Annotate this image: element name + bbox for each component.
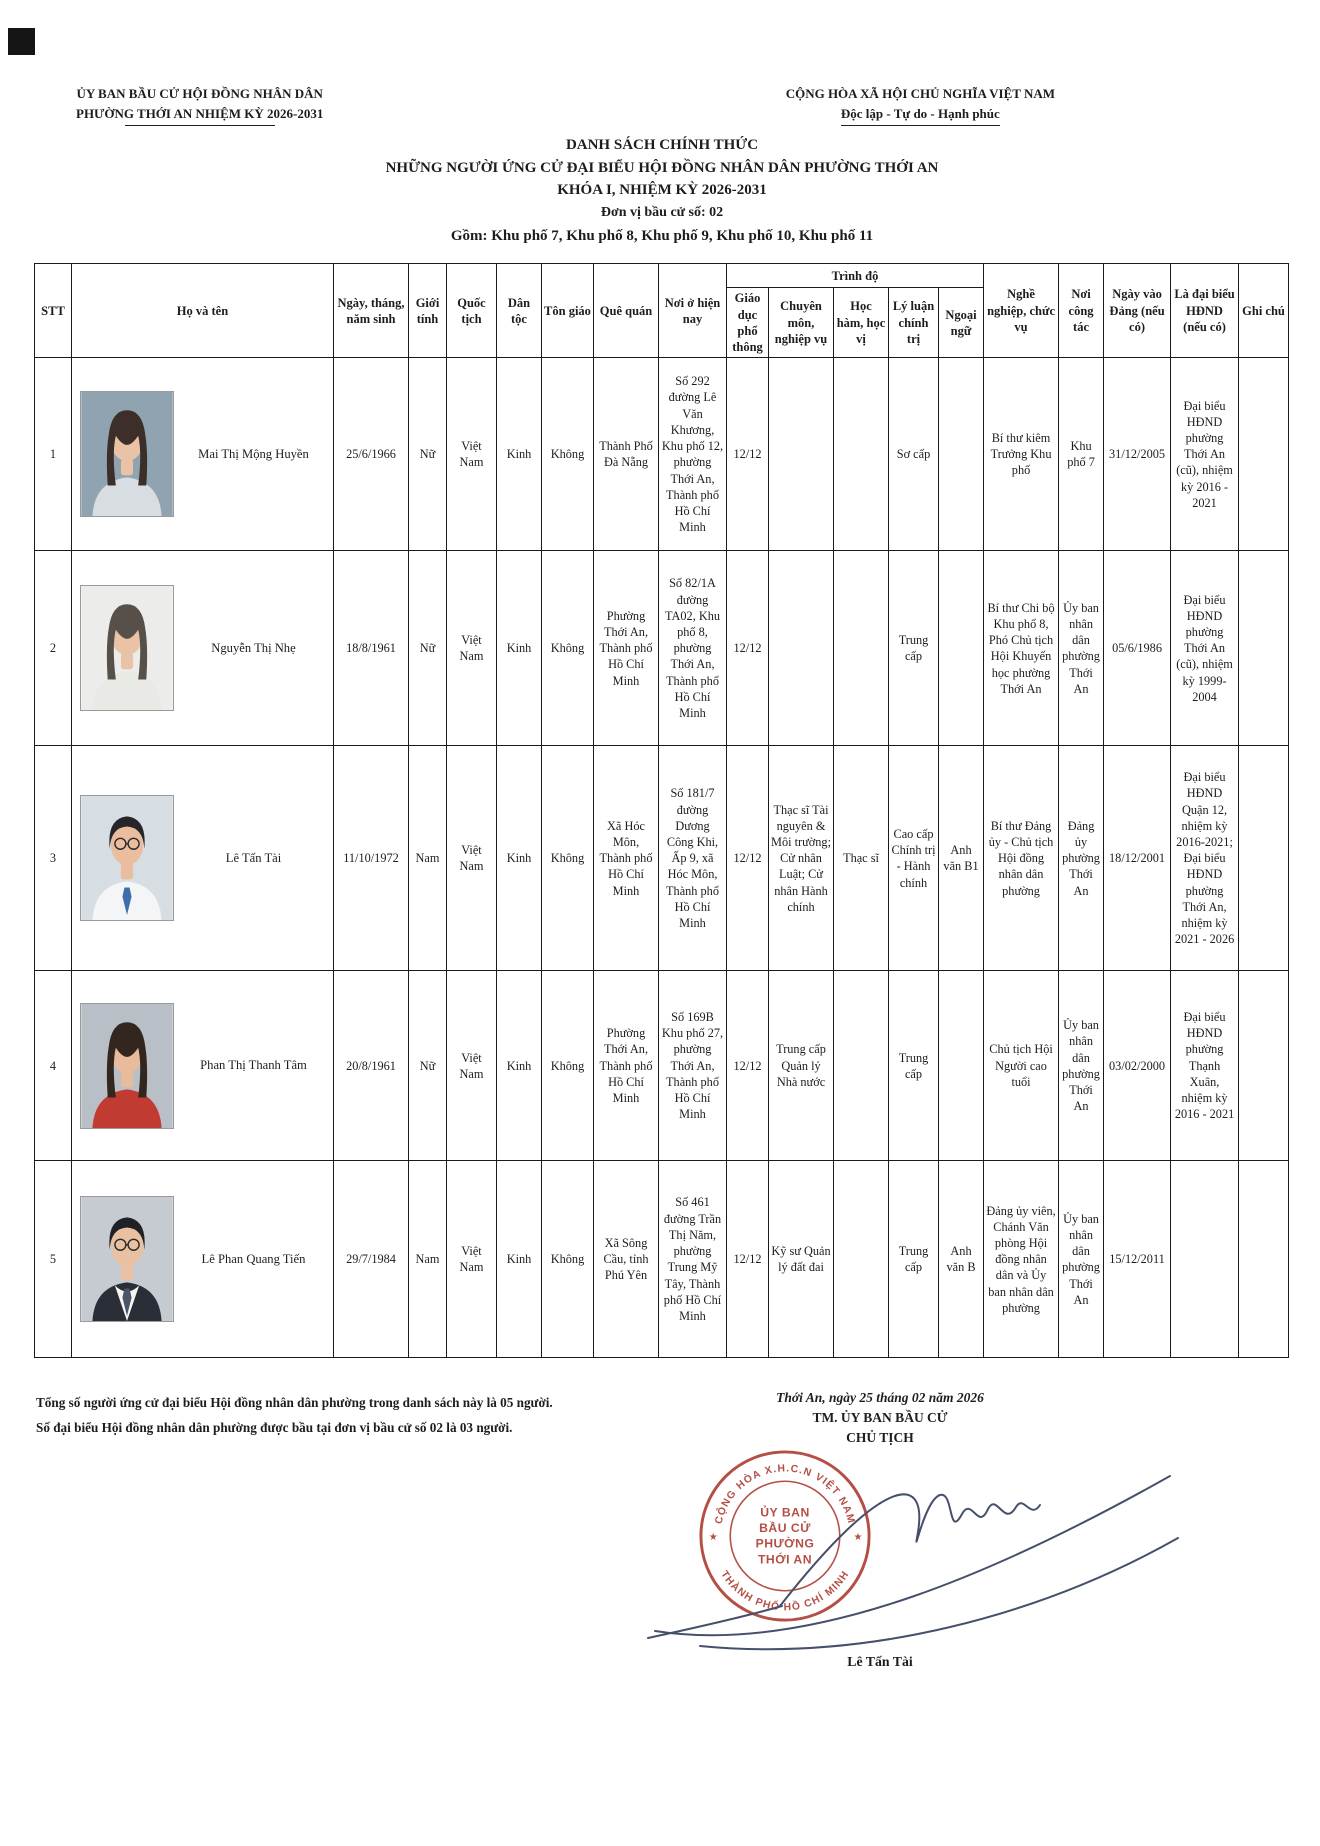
- footer-notes: [34, 1390, 645, 1670]
- national-line1: CỘNG HÒA XÃ HỘI CHỦ NGHĨA VIỆT NAM: [785, 86, 1055, 101]
- cell-council: Đại biểu HĐND phường Thới An (cũ), nhiệm kỳ 2016 - 2021: [1171, 358, 1239, 551]
- candidate-row: [35, 746, 1289, 971]
- header-education: Giáo dục phổ thông: [727, 288, 769, 358]
- signature-scribble: [630, 1448, 1190, 1660]
- cell-party-date: 31/12/2005: [1104, 358, 1171, 551]
- cell-religion: Không: [542, 358, 594, 551]
- cell-party-date: 05/6/1986: [1104, 551, 1171, 746]
- cell-dob: 18/8/1961: [334, 551, 409, 746]
- cell-education: 12/12: [727, 358, 769, 551]
- cell-education: 12/12: [727, 551, 769, 746]
- cell-hometown: Xã Hóc Môn, Thành phố Hồ Chí Minh: [594, 746, 659, 971]
- cell-nationality: Việt Nam: [447, 551, 497, 746]
- header-council: Là đại biểu HĐND (nếu có): [1171, 264, 1239, 358]
- stamp-center-line4: THỚI AN: [757, 1552, 813, 1567]
- header-party-date: Ngày vào Đảng (nếu có): [1104, 264, 1171, 358]
- cell-residence: Số 181/7 đường Dương Công Khi, Ấp 9, xã Hóc Môn, Thành phố Hồ Chí Minh: [659, 746, 727, 971]
- cell-note: [1239, 746, 1289, 971]
- cell-council: Đại biểu HĐND Quận 12, nhiệm kỳ 2016-2021; Đại biểu HĐND phường Thới An, nhiệm kỳ 2021 - 2026: [1171, 746, 1239, 971]
- cell-party-date: 15/12/2011: [1104, 1161, 1171, 1358]
- cell-education: 12/12: [727, 1161, 769, 1358]
- signature-area: [645, 1448, 1115, 1660]
- cell-council: [1171, 1161, 1239, 1358]
- cell-party-date: 18/12/2001: [1104, 746, 1171, 971]
- cell-occupation: Chủ tịch Hội Người cao tuổi: [984, 971, 1059, 1161]
- cell-gender: Nữ: [409, 551, 447, 746]
- cell-workplace: Đảng ủy phường Thới An: [1059, 746, 1104, 971]
- cell-specialization: [769, 551, 834, 746]
- header-residence: Nơi ở hiện nay: [659, 264, 727, 358]
- cell-ethnicity: Kinh: [497, 358, 542, 551]
- candidate-row: [35, 1161, 1289, 1358]
- stamp-center-line3: PHƯỜNG: [755, 1537, 815, 1552]
- candidate-photo: [80, 795, 174, 921]
- header-dob: Ngày, tháng, năm sinh: [334, 264, 409, 358]
- cell-workplace: Ủy ban nhân dân phường Thới An: [1059, 1161, 1104, 1358]
- cell-name: [72, 971, 334, 1161]
- cell-nationality: Việt Nam: [447, 746, 497, 971]
- header-ethnicity: Dân tộc: [497, 264, 542, 358]
- cell-degree: [834, 551, 889, 746]
- cell-hometown: Thành Phố Đà Nẵng: [594, 358, 659, 551]
- cell-stt: 3: [35, 746, 72, 971]
- cell-specialization: [769, 358, 834, 551]
- cell-residence: Số 169B Khu phố 27, phường Thới An, Thành phố Hồ Chí Minh: [659, 971, 727, 1161]
- cell-gender: Nam: [409, 1161, 447, 1358]
- cell-political-theory: Trung cấp: [889, 971, 939, 1161]
- cell-workplace: Ủy ban nhân dân phường Thới An: [1059, 971, 1104, 1161]
- cell-stt: 1: [35, 358, 72, 551]
- header-language: Ngoại ngữ: [939, 288, 984, 358]
- cell-residence: Số 292 đường Lê Văn Khương, Khu phố 12, phường Thới An, Thành phố Hồ Chí Minh: [659, 358, 727, 551]
- cell-degree: Thạc sĩ: [834, 746, 889, 971]
- cell-hometown: Phường Thới An, Thành phố Hồ Chí Minh: [594, 551, 659, 746]
- cell-name: [72, 551, 334, 746]
- cell-religion: Không: [542, 1161, 594, 1358]
- place-date: Thới An, ngày 25 tháng 02 năm 2026: [776, 1390, 984, 1406]
- candidate-photo: [80, 1003, 174, 1129]
- cell-political-theory: Sơ cấp: [889, 358, 939, 551]
- document-footer: [34, 1390, 1290, 1670]
- cell-note: [1239, 1161, 1289, 1358]
- header-nationality: Quốc tịch: [447, 264, 497, 358]
- cell-occupation: Đảng ủy viên, Chánh Văn phòng Hội đồng nhân dân và Ủy ban nhân dân phường: [984, 1161, 1059, 1358]
- cell-dob: 25/6/1966: [334, 358, 409, 551]
- cell-hometown: Xã Sông Cầu, tỉnh Phú Yên: [594, 1161, 659, 1358]
- cell-degree: [834, 1161, 889, 1358]
- cell-council: Đại biểu HĐND phường Thới An (cũ), nhiệm kỳ 1999-2004: [1171, 551, 1239, 746]
- cell-name: [72, 746, 334, 971]
- candidate-table: [34, 263, 1289, 1358]
- cell-dob: 11/10/1972: [334, 746, 409, 971]
- cell-nationality: Việt Nam: [447, 971, 497, 1161]
- cell-political-theory: Cao cấp Chính trị - Hành chính: [889, 746, 939, 971]
- scan-corner-mark: [8, 28, 35, 55]
- header-note: Ghi chú: [1239, 264, 1289, 358]
- header-stt: STT: [35, 264, 72, 358]
- cell-nationality: Việt Nam: [447, 358, 497, 551]
- candidate-row: [35, 358, 1289, 551]
- cell-language: [939, 551, 984, 746]
- candidate-name: Lê Tấn Tài: [225, 850, 282, 865]
- cell-gender: Nữ: [409, 358, 447, 551]
- cell-ethnicity: Kinh: [497, 1161, 542, 1358]
- header-political-theory: Lý luận chính trị: [889, 288, 939, 358]
- cell-stt: 4: [35, 971, 72, 1161]
- cell-dob: 29/7/1984: [334, 1161, 409, 1358]
- cell-gender: Nữ: [409, 971, 447, 1161]
- stamp-star-left: ★: [708, 1532, 718, 1544]
- candidate-photo: [80, 1196, 174, 1322]
- candidate-name: Phan Thị Thanh Tâm: [200, 1058, 307, 1073]
- cell-religion: Không: [542, 551, 594, 746]
- total-candidates-line: Tổng số người ứng cử đại biểu Hội đồng nhân dân phường trong danh sách này là 05 người.: [36, 1395, 553, 1411]
- header-name: Họ và tên: [72, 264, 334, 358]
- cell-political-theory: Trung cấp: [889, 1161, 939, 1358]
- stamp-star-right: ★: [853, 1532, 863, 1544]
- stamp-center-line2: BẦU CỬ: [759, 1521, 811, 1536]
- cell-degree: [834, 971, 889, 1161]
- cell-note: [1239, 358, 1289, 551]
- cell-education: 12/12: [727, 746, 769, 971]
- cell-residence: Số 82/1A đường TA02, Khu phố 8, phường Thới An, Thành phố Hồ Chí Minh: [659, 551, 727, 746]
- candidate-tbody: [35, 358, 1289, 1358]
- cell-workplace: Ủy ban nhân dân phường Thới An: [1059, 551, 1104, 746]
- cell-stt: 5: [35, 1161, 72, 1358]
- cell-language: [939, 971, 984, 1161]
- issuer-block: [76, 84, 323, 126]
- cell-note: [1239, 971, 1289, 1161]
- cell-religion: Không: [542, 971, 594, 1161]
- candidate-name: Mai Thị Mộng Huyền: [198, 446, 309, 461]
- cell-party-date: 03/02/2000: [1104, 971, 1171, 1161]
- on-behalf-line: TM. ỦY BAN BẦU CỬ: [812, 1410, 948, 1426]
- cell-name: [72, 1161, 334, 1358]
- candidate-name: Lê Phan Quang Tiến: [201, 1251, 306, 1266]
- cell-specialization: Thạc sĩ Tài nguyên & Môi trường; Cử nhân Luật; Cử nhân Hành chính: [769, 746, 834, 971]
- cell-gender: Nam: [409, 746, 447, 971]
- header-gender: Giới tính: [409, 264, 447, 358]
- header-occupation: Nghề nghiệp, chức vụ: [984, 264, 1059, 358]
- cell-specialization: Kỹ sư Quản lý đất đai: [769, 1161, 834, 1358]
- header-specialization: Chuyên môn, nghiệp vụ: [769, 288, 834, 358]
- cell-dob: 20/8/1961: [334, 971, 409, 1161]
- cell-language: Anh văn B1: [939, 746, 984, 971]
- header-workplace: Nơi công tác: [1059, 264, 1104, 358]
- cell-workplace: Khu phố 7: [1059, 358, 1104, 551]
- candidate-name: Nguyễn Thị Nhẹ: [211, 640, 296, 655]
- header-hometown: Quê quán: [594, 264, 659, 358]
- issuer-underline: [125, 125, 275, 126]
- cell-religion: Không: [542, 746, 594, 971]
- candidate-photo: [80, 585, 174, 711]
- cell-nationality: Việt Nam: [447, 1161, 497, 1358]
- document-header: [34, 84, 1290, 126]
- national-line2: Độc lập - Tự do - Hạnh phúc: [841, 104, 1000, 126]
- cell-hometown: Phường Thới An, Thành phố Hồ Chí Minh: [594, 971, 659, 1161]
- cell-stt: 2: [35, 551, 72, 746]
- signing-block: [645, 1390, 1115, 1670]
- cell-specialization: Trung cấp Quản lý Nhà nước: [769, 971, 834, 1161]
- signer-name: Lê Tấn Tài: [847, 1654, 913, 1670]
- issuer-line2: PHƯỜNG THỚI AN NHIỆM KỲ 2026-2031: [76, 106, 324, 122]
- cell-ethnicity: Kinh: [497, 746, 542, 971]
- stamp-center-line1: ỦY BAN: [760, 1505, 810, 1520]
- doc-title-line4: Đơn vị bầu cử số: 02: [600, 204, 724, 220]
- candidate-photo: [80, 391, 174, 517]
- stamp-arc-top-text: CỘNG HÒA X.H.C.N VIỆT NAM: [713, 1463, 857, 1526]
- cell-language: [939, 358, 984, 551]
- cell-residence: Số 461 đường Trần Thị Năm, phường Trung Mỹ Tây, Thành phố Hồ Chí Minh: [659, 1161, 727, 1358]
- cell-note: [1239, 551, 1289, 746]
- candidate-row: [35, 551, 1289, 746]
- header-religion: Tôn giáo: [542, 264, 594, 358]
- issuer-line1: ỦY BAN BẦU CỬ HỘI ĐỒNG NHÂN DÂN: [76, 86, 323, 101]
- cell-language: Anh văn B: [939, 1161, 984, 1358]
- title-block: [34, 134, 1290, 247]
- cell-degree: [834, 358, 889, 551]
- elected-seats-line: Số đại biểu Hội đồng nhân dân phường được bầu tại đơn vị bầu cử số 02 là 03 người.: [36, 1420, 513, 1436]
- doc-title-line3: KHÓA I, NHIỆM KỲ 2026-2031: [557, 182, 767, 199]
- doc-title-line2: NHỮNG NGƯỜI ỨNG CỬ ĐẠI BIỂU HỘI ĐỒNG NHÂN DÂN PHƯỜNG THỚI AN: [385, 159, 939, 176]
- header-qualification-group: Trình độ: [727, 264, 984, 288]
- cell-name: [72, 358, 334, 551]
- cell-occupation: Bí thư Đảng ủy - Chủ tịch Hội đồng nhân dân phường: [984, 746, 1059, 971]
- stamp-arc-bottom-text: THÀNH PHỐ HỒ CHÍ MINH: [718, 1569, 852, 1614]
- cell-occupation: Bí thư kiêm Trưởng Khu phố: [984, 358, 1059, 551]
- cell-ethnicity: Kinh: [497, 971, 542, 1161]
- cell-ethnicity: Kinh: [497, 551, 542, 746]
- national-motto-block: [786, 84, 1055, 126]
- cell-political-theory: Trung cấp: [889, 551, 939, 746]
- doc-title-line1: DANH SÁCH CHÍNH THỨC: [565, 137, 759, 154]
- doc-title-line5: Gồm: Khu phố 7, Khu phố 8, Khu phố 9, Khu phố 10, Khu phố 11: [450, 227, 874, 244]
- cell-council: Đại biểu HĐND phường Thạnh Xuân, nhiệm kỳ 2016 - 2021: [1171, 971, 1239, 1161]
- candidate-row: [35, 971, 1289, 1161]
- signer-title: CHỦ TỊCH: [846, 1430, 914, 1446]
- cell-occupation: Bí thư Chi bộ Khu phố 8, Phó Chủ tịch Hội Khuyến học phường Thới An: [984, 551, 1059, 746]
- cell-education: 12/12: [727, 971, 769, 1161]
- header-degree: Học hàm, học vị: [834, 288, 889, 358]
